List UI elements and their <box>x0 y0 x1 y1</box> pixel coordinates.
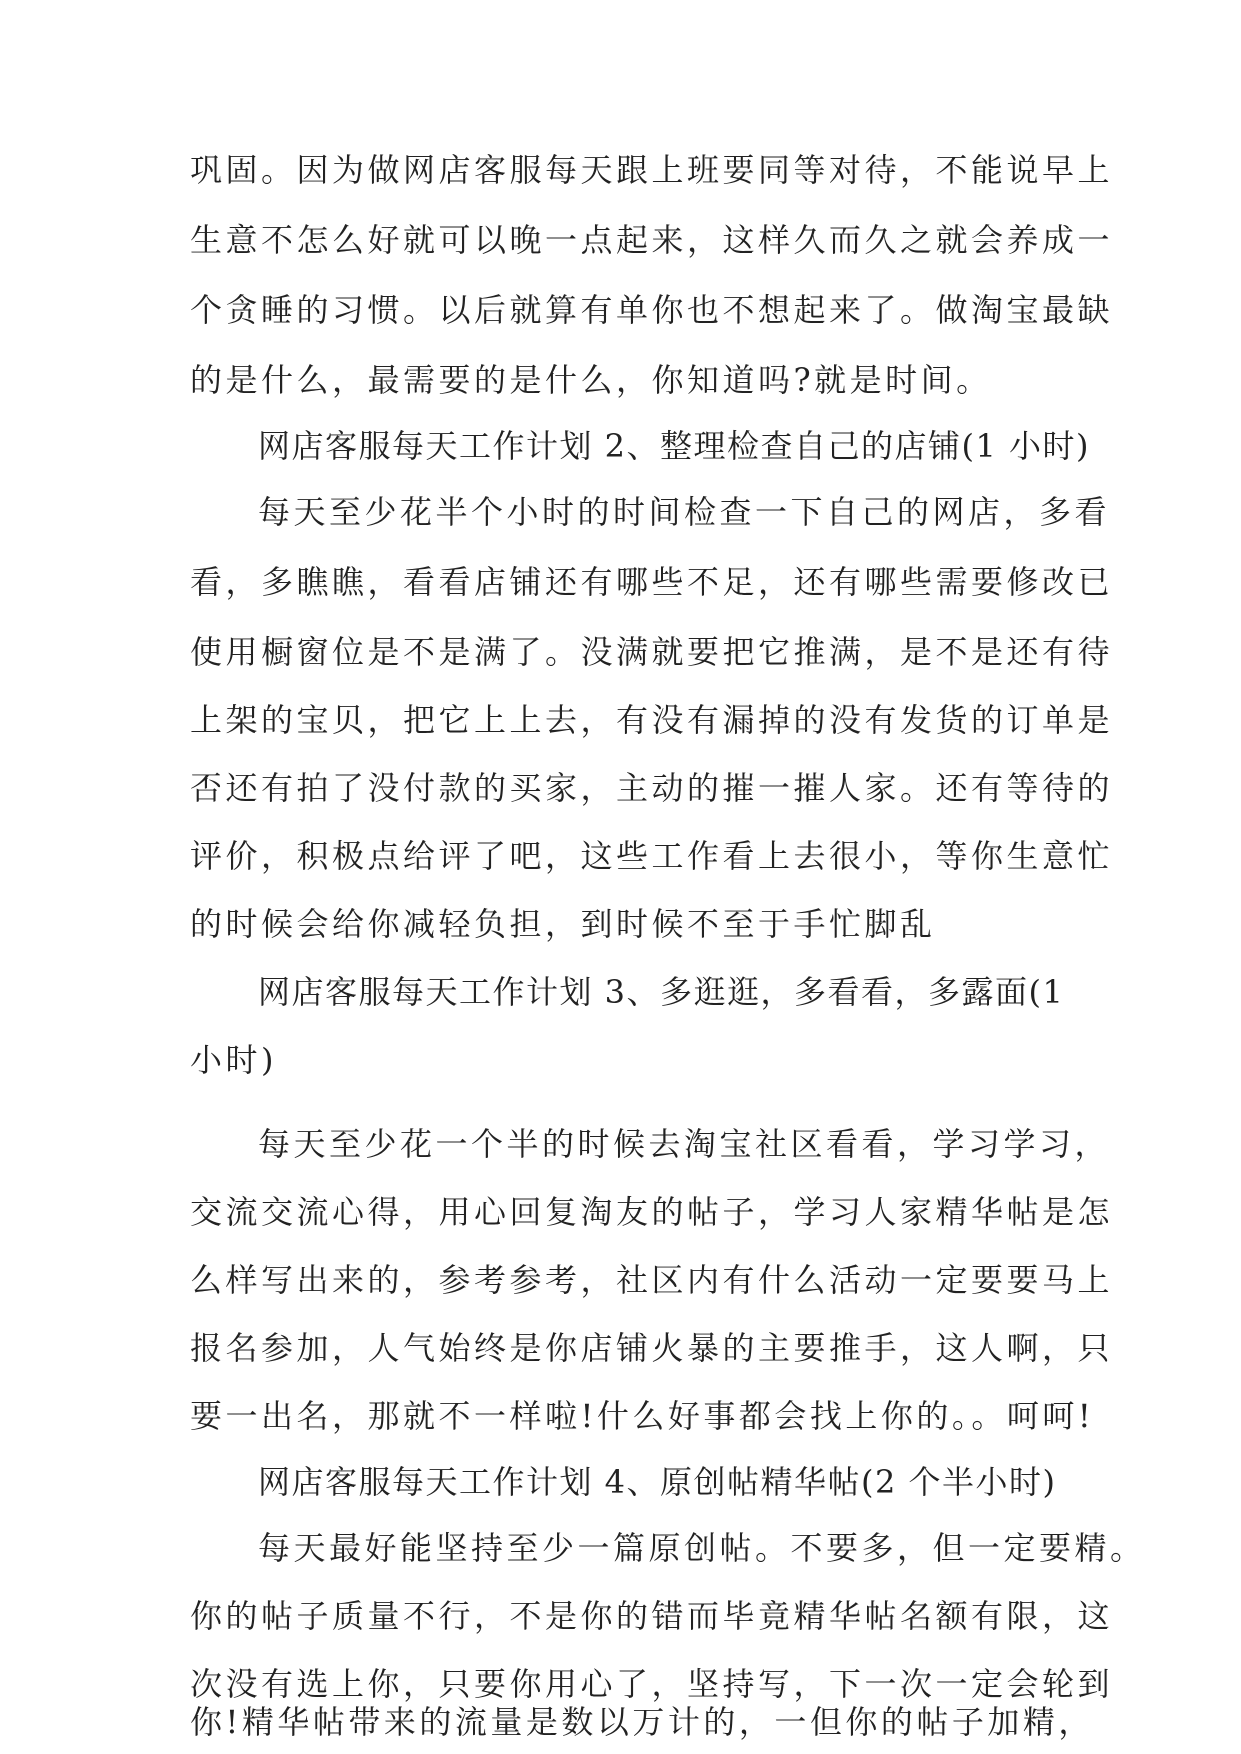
text-line: 你的帖子质量不行，不是你的错而毕竟精华帖名额有限，这 <box>190 1597 1114 1635</box>
text-line: 生意不怎么好就可以晚一点起来，这样久而久之就会养成一 <box>190 221 1114 259</box>
text-line: 小时) <box>190 1041 277 1079</box>
text-line: 每天至少花半个小时的时间检查一下自己的网店，多看 <box>258 493 1111 531</box>
section-heading: 网店客服每天工作计划 2、整理检查自己的店铺(1 小时) <box>258 427 1091 465</box>
text-line: 报名参加，人气始终是你店铺火暴的主要推手，这人啊，只 <box>190 1329 1114 1367</box>
text-line: 每天最好能坚持至少一篇原创帖。不要多，但一定要精。 <box>258 1529 1146 1567</box>
text-line: 否还有拍了没付款的买家，主动的摧一摧人家。还有等待的 <box>190 769 1114 807</box>
section-heading: 网店客服每天工作计划 4、原创帖精华帖(2 个半小时) <box>258 1463 1057 1501</box>
text-line: 每天至少花一个半的时候去淘宝社区看看，学习学习， <box>258 1125 1111 1163</box>
text-line: 交流交流心得，用心回复淘友的帖子，学习人家精华帖是怎 <box>190 1193 1114 1231</box>
text-line: 评价，积极点给评了吧，这些工作看上去很小，等你生意忙 <box>190 837 1114 875</box>
text-line: 次没有选上你，只要你用心了，坚持写，下一次一定会轮到 <box>190 1665 1114 1703</box>
text-line: 你!精华帖带来的流量是数以万计的，一但你的帖子加精， <box>190 1703 1094 1741</box>
text-line: 要一出名，那就不一样啦!什么好事都会找上你的。。呵呵! <box>190 1397 1095 1435</box>
text-line: 使用橱窗位是不是满了。没满就要把它推满，是不是还有待 <box>190 633 1114 671</box>
text-line: 上架的宝贝，把它上上去，有没有漏掉的没有发货的订单是 <box>190 701 1114 739</box>
text-line: 么样写出来的，参考参考，社区内有什么活动一定要要马上 <box>190 1261 1114 1299</box>
section-heading: 网店客服每天工作计划 3、多逛逛，多看看，多露面(1 <box>258 973 1065 1011</box>
text-line: 个贪睡的习惯。以后就算有单你也不想起来了。做淘宝最缺 <box>190 291 1114 329</box>
text-line: 的时候会给你减轻负担，到时候不至于手忙脚乱 <box>190 905 936 943</box>
text-line: 看，多瞧瞧，看看店铺还有哪些不足，还有哪些需要修改已 <box>190 563 1114 601</box>
text-line: 巩固。因为做网店客服每天跟上班要同等对待，不能说早上 <box>190 151 1114 189</box>
text-line: 的是什么，最需要的是什么，你知道吗?就是时间。 <box>190 361 992 399</box>
